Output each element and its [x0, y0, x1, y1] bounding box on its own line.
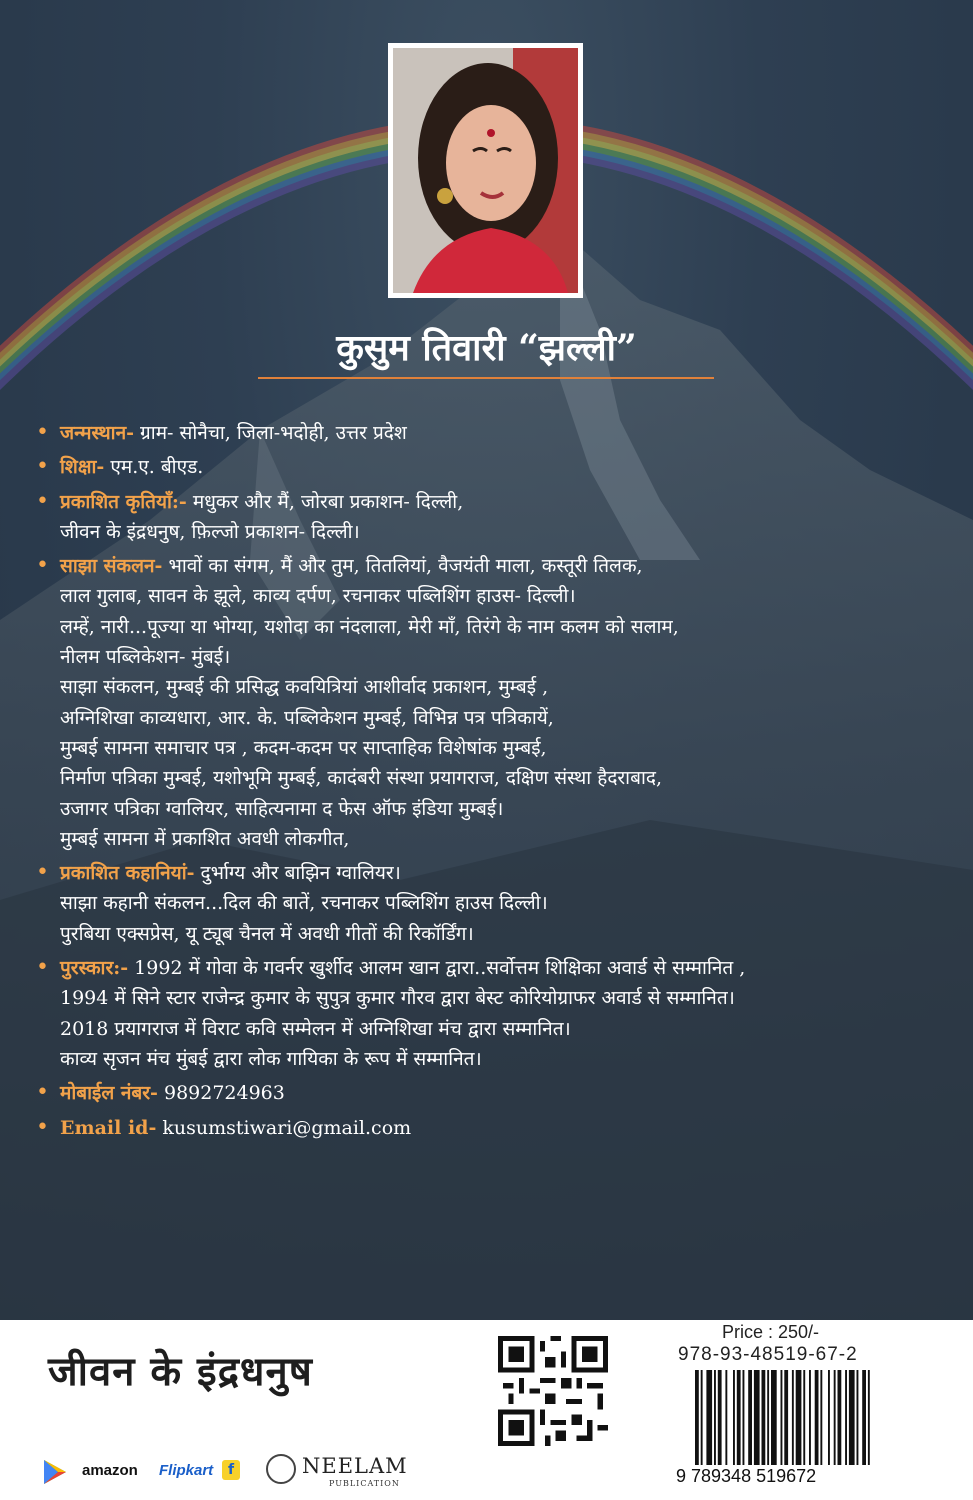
- author-name: कुसुम तिवारी “झल्ली”: [336, 327, 637, 369]
- anthology-line: उजागर पत्रिका ग्वालियर, साहित्यनामा द फेस ऑफ इंडिया मुम्बई।: [60, 797, 504, 820]
- stories-label: प्रकाशित कहानियां-: [60, 862, 195, 885]
- anthology-line: लाल गुलाब, सावन के झूले, काव्य दर्पण, रचनाकर पब्लिशिंग हाउस- दिल्ली।: [60, 585, 576, 608]
- author-photo: [388, 43, 583, 298]
- anthology-label: साझा संकलन-: [60, 555, 163, 578]
- store-logos: [44, 1452, 444, 1492]
- flipkart-bag-icon: f: [222, 1460, 240, 1480]
- awards-line: 1994 में सिने स्टार राजेन्द्र कुमार के सुपुत्र कुमार गौरव द्वारा बेस्ट कोरियोग्राफर अवार्ड से सम्मानित।: [60, 987, 735, 1010]
- book-title-logo: जीवन के इंद्रधनुष: [48, 1348, 313, 1395]
- bio-stories: [36, 858, 956, 949]
- publisher-seal-icon: [266, 1454, 296, 1484]
- mobile-value: 9892724963: [157, 1082, 285, 1105]
- anthology-line: निर्माण पत्रिका मुम्बई, यशोभूमि मुम्बई, कादंबरी संस्था प्रयागराज, दक्षिण संस्था हैदराबाद,: [60, 767, 663, 790]
- anthology-line: लम्हें, नारी...पूज्या या भोग्या, यशोदा का नंदलाला, मेरी माँ, तिरंगे के नाम कलम को सलाम,: [60, 615, 679, 638]
- bio-published-works: [36, 487, 956, 548]
- anthology-line: भावों का संगम, मैं और तुम, तितलियां, वैजयंती माला, कस्तूरी तिलक,: [162, 555, 643, 578]
- works-label: प्रकाशित कृतियाँ:-: [60, 490, 187, 513]
- qr-code-icon: [498, 1336, 608, 1446]
- birthplace-label: जन्मस्थान-: [60, 422, 135, 444]
- stories-line: दुर्भाग्य और बाझिन ग्वालियर।: [194, 862, 401, 885]
- education-value: एम.ए. बीएड.: [104, 456, 204, 479]
- stories-line: साझा कहानी संकलन...दिल की बातें, रचनाकर पब्लिशिंग हाउस दिल्ली।: [60, 892, 548, 915]
- awards-line: काव्य सृजन मंच मुंबई द्वारा लोक गायिका के रूप में सम्मानित।: [60, 1047, 482, 1070]
- email-label: Email id-: [60, 1116, 157, 1139]
- bio-awards: [36, 953, 956, 1074]
- bio-mobile: [36, 1078, 956, 1108]
- birthplace-value: ग्राम- सोनैचा, जिला-भदोही, उत्तर प्रदेश: [134, 422, 407, 444]
- bio-education: [36, 452, 956, 482]
- awards-line: 1992 में गोवा के गवर्नर खुर्शीद आलम खान द्वारा..सर्वोत्तम शिक्षिका अवार्ड से सम्मानित ,: [128, 957, 746, 980]
- author-bio-list: [36, 418, 956, 1147]
- name-divider: [258, 377, 714, 379]
- barcode-digits: 9 789348 519672: [676, 1466, 817, 1486]
- google-play-icon: [44, 1460, 66, 1484]
- works-line: मधुकर और मैं, जोरबा प्रकाशन- दिल्ली,: [186, 490, 464, 513]
- bio-anthology: [36, 551, 956, 854]
- mobile-label: मोबाईल नंबर-: [60, 1082, 158, 1105]
- works-line: जीवन के इंद्रधनुष, फ़िल्जो प्रकाशन- दिल्ली।: [60, 520, 360, 543]
- anthology-line: अग्निशिखा काव्यधारा, आर. के. पब्लिकेशन मुम्बई, विभिन्न पत्र पत्रिकायें,: [60, 706, 554, 729]
- stories-line: पुरबिया एक्सप्रेस, यू ट्यूब चैनल में अवधी गीतों की रिकॉर्डिंग।: [60, 922, 474, 945]
- education-label: शिक्षा-: [60, 456, 105, 479]
- anthology-line: मुम्बई सामना में प्रकाशित अवधी लोकगीत,: [60, 827, 350, 850]
- isbn-barcode: [693, 1370, 943, 1465]
- anthology-line: साझा संकलन, मुम्बई की प्रसिद्ध कवयित्रियां आशीर्वाद प्रकाशन, मुम्बई ,: [60, 676, 549, 699]
- isbn-label: 978-93-48519-67-2: [678, 1344, 858, 1365]
- anthology-line: नीलम पब्लिकेशन- मुंबई।: [60, 646, 231, 669]
- cover-footer: [0, 1320, 973, 1500]
- awards-line: 2018 प्रयागराज में विराट कवि सम्मेलन में अग्निशिखा मंच द्वारा सम्मानित।: [60, 1017, 571, 1040]
- publisher-subtitle: PUBLICATION: [329, 1479, 400, 1488]
- bio-email: [36, 1113, 956, 1143]
- awards-label: पुरस्कार:-: [60, 957, 129, 980]
- bio-birthplace: [36, 418, 956, 448]
- email-value: kusumstiwari@gmail.com: [156, 1116, 412, 1139]
- anthology-line: मुम्बई सामना समाचार पत्र , कदम-कदम पर साप्ताहिक विशेषांक मुम्बई,: [60, 736, 547, 759]
- price-label: Price : 250/-: [722, 1322, 820, 1342]
- flipkart-logo: Flipkart: [159, 1462, 214, 1479]
- amazon-logo: amazon: [82, 1462, 138, 1479]
- publisher-name: NEELAM: [302, 1454, 408, 1478]
